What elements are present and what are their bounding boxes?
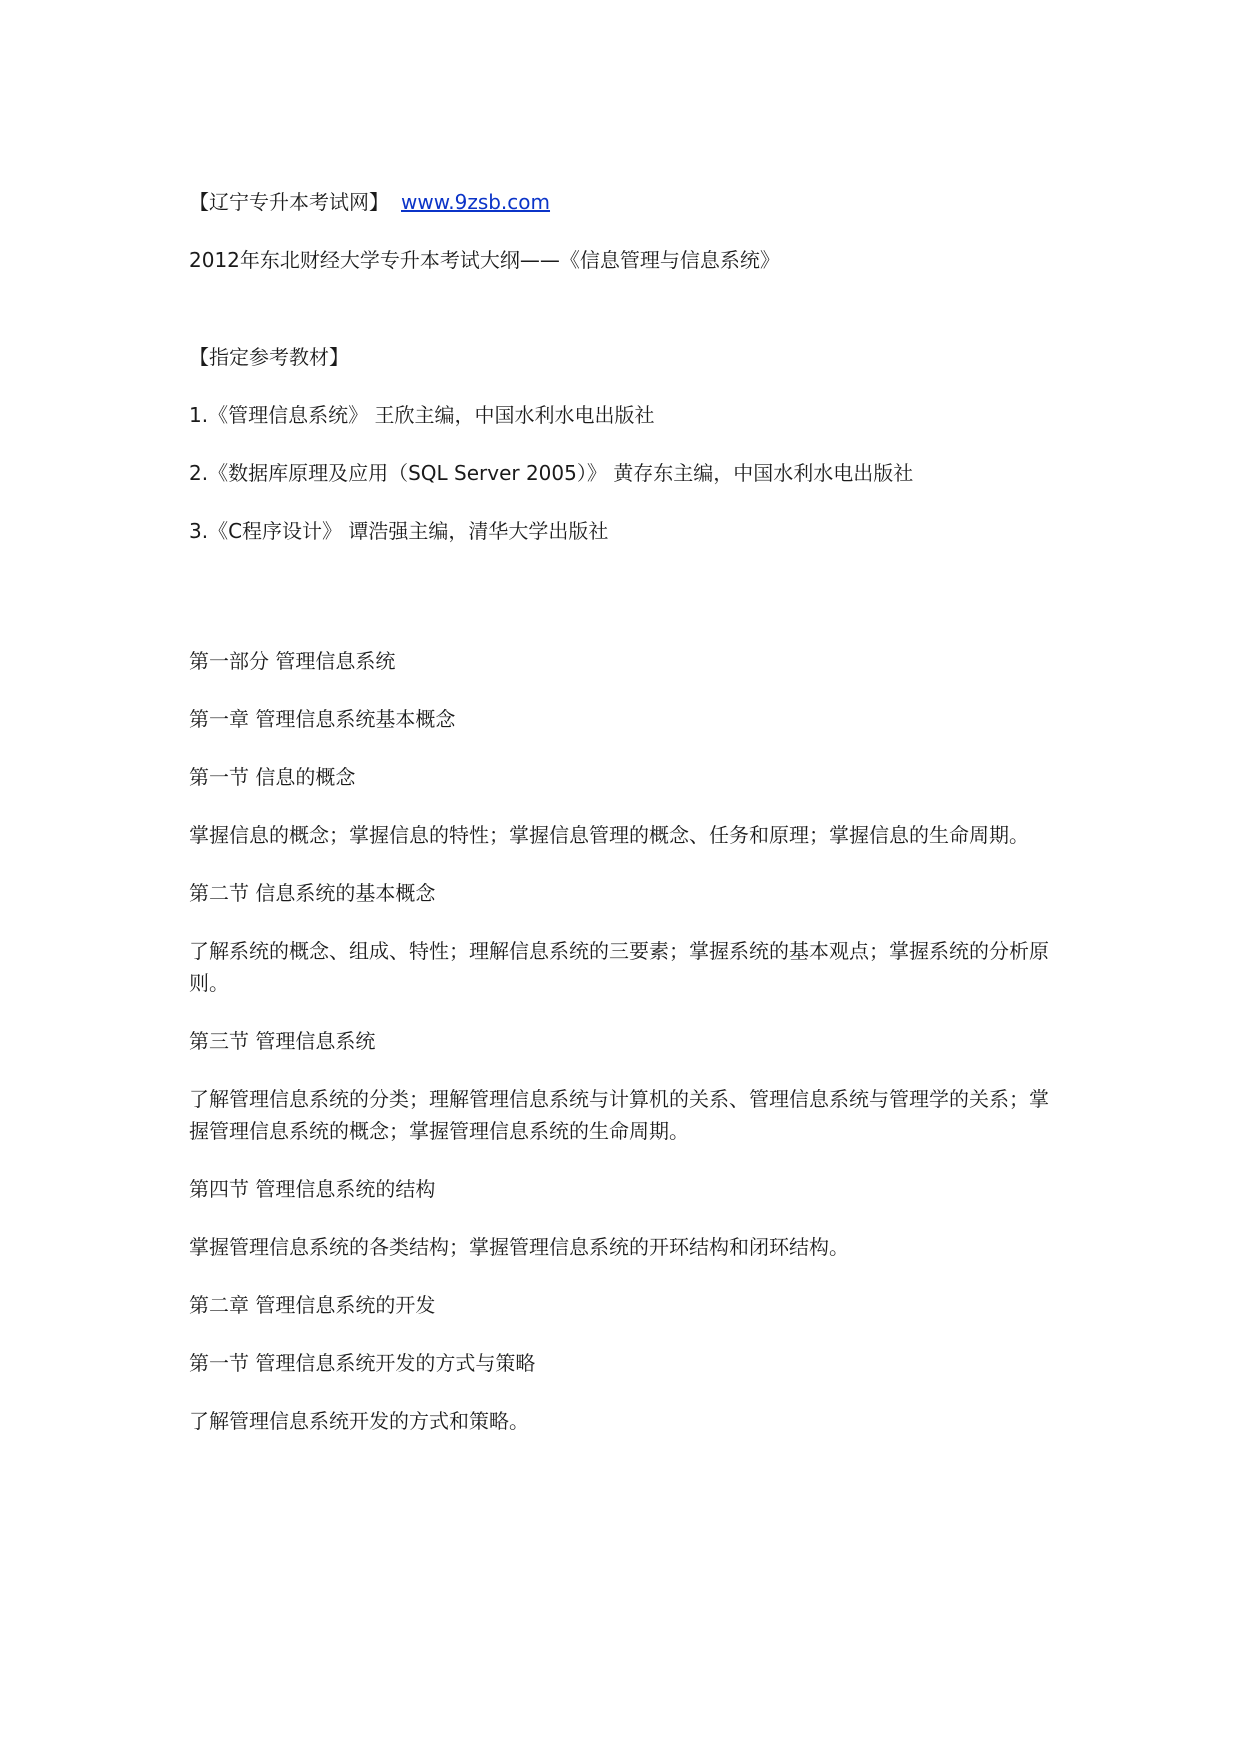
section-title: 第三节 管理信息系统 <box>189 1029 376 1053</box>
reference-item: 2.《数据库原理及应用（SQL Server 2005）》 黄存东主编，中国水利水电出版社 <box>189 461 914 485</box>
reference-item: 3.《C程序设计》 谭浩强主编，清华大学出版社 <box>189 519 609 543</box>
section-text: 了解管理信息系统开发的方式和策略。 <box>189 1409 529 1433</box>
section-title: 第二节 信息系统的基本概念 <box>189 881 436 905</box>
section-text: 了解管理信息系统的分类；理解管理信息系统与计算机的关系、管理信息系统与管理学的关系；掌握管理信息系统的概念；掌握管理信息系统的生命周期。 <box>189 1087 1049 1143</box>
section-title: 第一节 管理信息系统开发的方式与策略 <box>189 1351 536 1375</box>
section-text: 掌握信息的概念；掌握信息的特性；掌握信息管理的概念、任务和原理；掌握信息的生命周期。 <box>189 823 1029 847</box>
document-title: 2012年东北财经大学专升本考试大纲——《信息管理与信息系统》 <box>189 248 780 272</box>
section-title: 第一节 信息的概念 <box>189 765 356 789</box>
reference-item: 1.《管理信息系统》 王欣主编，中国水利水电出版社 <box>189 403 655 427</box>
site-link[interactable]: www.9zsb.com <box>401 190 551 214</box>
section-title: 第四节 管理信息系统的结构 <box>189 1177 436 1201</box>
site-name: 【辽宁专升本考试网】 <box>189 190 389 214</box>
chapter-title: 第二章 管理信息系统的开发 <box>189 1293 436 1317</box>
section-text: 掌握管理信息系统的各类结构；掌握管理信息系统的开环结构和闭环结构。 <box>189 1235 849 1259</box>
references-heading: 【指定参考教材】 <box>189 345 349 369</box>
part-title: 第一部分 管理信息系统 <box>189 649 396 673</box>
section-text: 了解系统的概念、组成、特性；理解信息系统的三要素；掌握系统的基本观点；掌握系统的分析原则。 <box>189 939 1049 995</box>
site-header <box>189 186 1059 218</box>
chapter-title: 第一章 管理信息系统基本概念 <box>189 707 456 731</box>
document-body <box>189 186 1059 1437</box>
